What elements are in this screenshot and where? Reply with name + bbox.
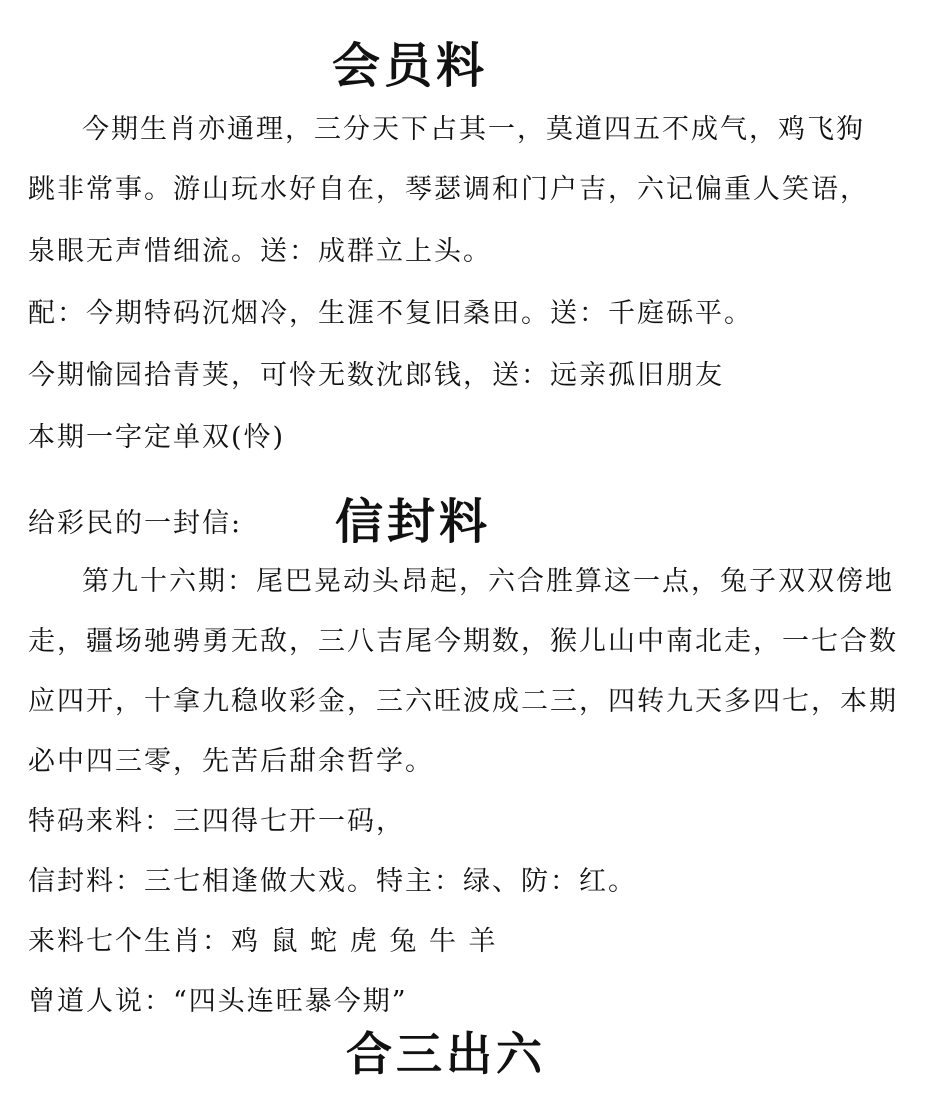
envelope-text-line: 第九十六期：尾巴晃动头昂起，六合胜算这一点，兔子双双傍地 xyxy=(82,566,894,597)
footer-title: 合三出六 xyxy=(346,1027,546,1081)
envelope-section-title: 信封料 xyxy=(335,494,492,550)
envelope-text-line: 必中四三零，先苦后甜余哲学。 xyxy=(28,746,434,777)
member-text-line: 配：今期特码沉烟冷，生涯不复旧桑田。送：千庭砾平。 xyxy=(28,298,753,329)
letter-intro-label: 给彩民的一封信: xyxy=(28,508,243,539)
envelope-text-line: 特码来料：三四得七开一码， xyxy=(28,806,405,837)
envelope-text-line: 来料七个生肖：鸡 鼠 蛇 虎 兔 牛 羊 xyxy=(28,926,498,957)
envelope-text-line: 应四开，十拿九稳收彩金，三六旺波成二三，四转九天多四七，本期 xyxy=(28,686,898,717)
envelope-text-line: 信封料：三七相逢做大戏。特主：绿、防：红。 xyxy=(28,866,637,897)
member-section-title: 会员料 xyxy=(332,38,489,94)
member-text-line: 今期愉园拾青荚，可怜无数沈郎钱，送：远亲孤旧朋友 xyxy=(28,360,724,391)
member-text-line: 本期一字定单双(怜) xyxy=(28,422,286,453)
member-text-line: 今期生肖亦通理，三分天下占其一，莫道四五不成气，鸡飞狗 xyxy=(82,114,865,145)
envelope-text-line: 曾道人说：“四头连旺暴今期” xyxy=(28,986,408,1017)
envelope-text-line: 走，疆场驰骋勇无敌，三八吉尾今期数，猴儿山中南北走，一七合数 xyxy=(28,626,898,657)
member-text-line: 跳非常事。游山玩水好自在，琴瑟调和门户吉，六记偏重人笑语， xyxy=(28,174,869,205)
member-text-line: 泉眼无声惜细流。送：成群立上头。 xyxy=(28,236,492,267)
